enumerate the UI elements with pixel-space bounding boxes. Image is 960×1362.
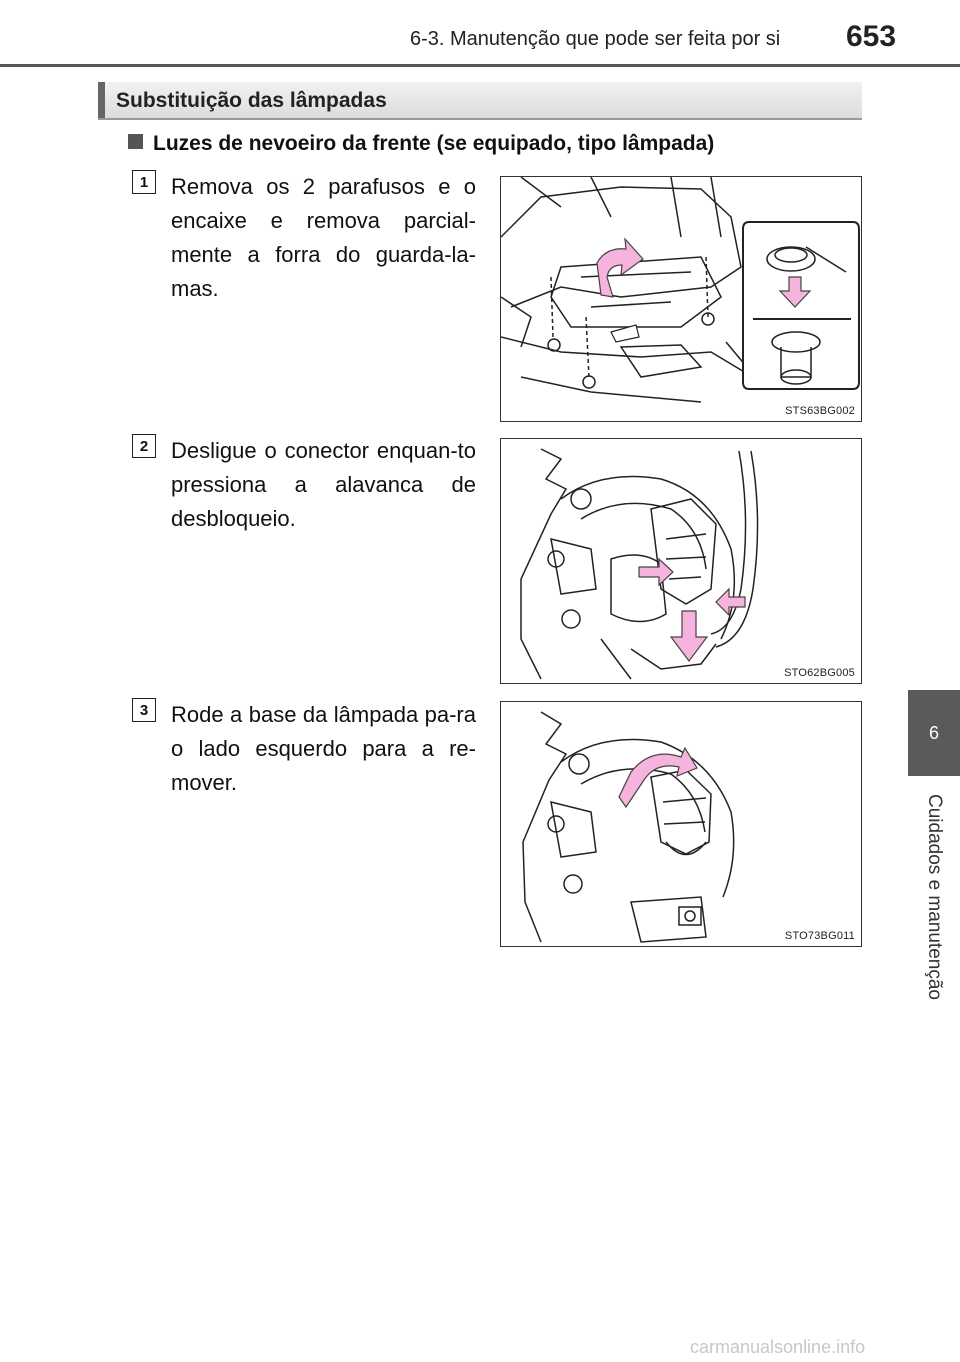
watermark: carmanualsonline.info bbox=[690, 1337, 866, 1357]
figure-code-2: STO62BG005 bbox=[784, 667, 855, 679]
step-text-3: Rode a base da lâmpada pa-ra o lado esquerdo para a re-mover. bbox=[171, 702, 476, 795]
figure-3 bbox=[500, 701, 862, 947]
bulb-base-illustration bbox=[501, 702, 862, 947]
header-rule bbox=[0, 64, 960, 67]
figure-code-3: STO73BG011 bbox=[784, 930, 855, 942]
subheading bbox=[128, 132, 714, 156]
fender-liner-illustration bbox=[501, 177, 862, 422]
chapter-tab: 6 bbox=[908, 690, 960, 776]
figure-code-1: STS63BG002 bbox=[785, 405, 855, 417]
step-number-1: 1 bbox=[132, 170, 156, 194]
step-number-2: 2 bbox=[132, 434, 156, 458]
page-number: 653 bbox=[846, 20, 897, 53]
chapter-label: Cuidados e manutenção bbox=[924, 794, 945, 1000]
figure-1 bbox=[500, 176, 862, 422]
step-text-2: Desligue o conector enquan-to pressiona a alavanca de desbloqueio. bbox=[171, 438, 476, 531]
header-title: 6-3. Manutenção que pode ser feita por si bbox=[410, 28, 781, 50]
section-bar-accent bbox=[98, 82, 105, 118]
step-number-3: 3 bbox=[132, 698, 156, 722]
section-bar bbox=[98, 82, 862, 120]
subheading-text: Luzes de nevoeiro da frente (se equipado, tipo lâmpada) bbox=[153, 132, 715, 155]
section-title: Substituição das lâmpadas bbox=[116, 89, 387, 112]
figure-2 bbox=[500, 438, 862, 684]
step-text-1: Remova os 2 parafusos e o encaixe e remova parcial-mente a forra do guarda-la-mas. bbox=[171, 174, 476, 301]
connector-illustration bbox=[501, 439, 862, 684]
square-bullet-icon bbox=[128, 134, 143, 149]
